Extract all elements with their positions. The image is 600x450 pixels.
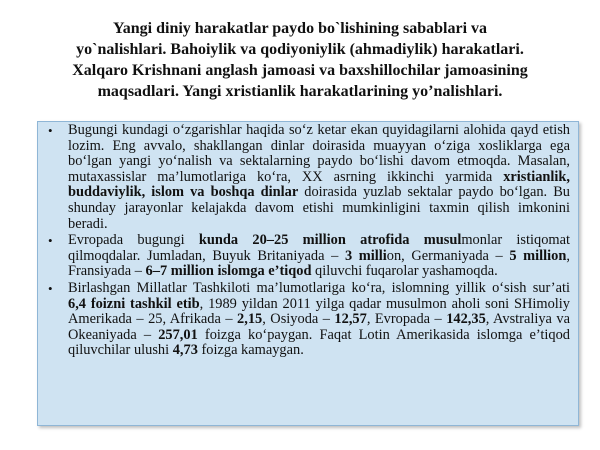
bullet-text-segment: 2,15 bbox=[237, 311, 263, 328]
bullet-icon: • bbox=[48, 233, 53, 249]
bullet-text-segment: Evropada bugungi bbox=[68, 232, 199, 249]
content-box bbox=[37, 121, 579, 426]
slide-title bbox=[20, 18, 580, 102]
bullet-text-segment: qiluvchi fuqarolar yashamoqda. bbox=[311, 263, 498, 280]
bullet-text-segment: foizga ko‘paygan. Faqat Lotin Amerikasida islomga e’tiqod qiluvchilar ulushi bbox=[68, 326, 570, 359]
bullet-text-segment: on, Germaniyada – bbox=[386, 247, 510, 264]
bullet-text-segment: 6–7 million islomga e’tiqod bbox=[145, 263, 312, 280]
bullet-icon: • bbox=[48, 123, 53, 138]
bullet-text-segment: Bugungi kundagi o‘zgarishlar haqida so‘z ketar ekan quyidagilarni alohida qayd etish lozim. Eng avvalo, shakllangan dinlar doirasida muayyan o‘ziga xosliklarga ega bo‘lgan yangi yo‘nalish va sektalarning paydo bo‘lishi davom etmoqda. Masalan, mutaxassislar ma’lumotlariga ko‘ra, XX asrning ikkinchi yarmida bbox=[68, 122, 570, 185]
title-line: yo`nalishlari. Bahoiylik va qodiyoniylik (ahmadiylik) harakatlari. bbox=[76, 41, 524, 58]
title-line: Yangi diniy harakatlar paydo bo`lishining sabablari va bbox=[112, 20, 488, 37]
bullet-text-segment: doirasida yuzlab sektalar paydo bo‘lgan. Bu shunday jarayonlar kelajakda davom etishi mumkinligini taxmin qilish imkonini beradi. bbox=[68, 184, 570, 232]
bullet-item bbox=[46, 233, 570, 280]
title-line: maqsadlari. Yangi xristianlik harakatlarining yo’nalishlari. bbox=[97, 83, 503, 100]
bullet-text-segment: 6,4 foizni tashkil etib bbox=[68, 295, 200, 312]
bullet-text-segment: 257,01 bbox=[158, 326, 198, 343]
bullet-text-segment: , Avstraliya va Okeaniyada – bbox=[68, 311, 570, 343]
bullet-text-segment: , Fransiyada – bbox=[68, 247, 570, 280]
bullet-text-segment: kunda 20–25 million atrofida musul bbox=[198, 232, 462, 249]
bullet-text-segment: Birlashgan Millatlar Tashkiloti ma’lumotlariga ko‘ra, islomning yillik o‘sish sur’ati bbox=[68, 279, 570, 296]
title-line: Xalqaro Krishnani anglash jamoasi va baxshillochilar jamoasining bbox=[72, 62, 528, 79]
bullet-icon: • bbox=[48, 280, 53, 296]
bullet-text-segment: monlar istiqomat qilmoqdalar. Jumladan, Buyuk Britaniyada – bbox=[68, 232, 570, 264]
bullet-text-segment: 5 million bbox=[509, 247, 567, 264]
bullet-item bbox=[46, 123, 570, 232]
bullet-text-segment: , Osiyoda – bbox=[262, 311, 335, 328]
bullet-text-segment: foizga kamaygan. bbox=[197, 342, 304, 359]
bullet-text-segment: , 1989 yildan 2011 yilga qadar musulmon aholi soni SHimoliy Amerikada – 25, Afrikada – bbox=[68, 295, 570, 328]
bullet-text-segment: 12,57 bbox=[334, 311, 367, 328]
bullet-item bbox=[46, 281, 570, 359]
bullet-text-segment: 4,73 bbox=[172, 342, 198, 359]
bullet-text-segment: 142,35 bbox=[446, 311, 486, 328]
bullet-text-segment: , Evropada – bbox=[366, 311, 447, 328]
bullet-text-segment: xristianlik, buddaviylik, islom va boshqa dinlar bbox=[68, 168, 570, 201]
bullet-list bbox=[46, 123, 570, 359]
bullet-text-segment: 3 milli bbox=[344, 247, 387, 264]
